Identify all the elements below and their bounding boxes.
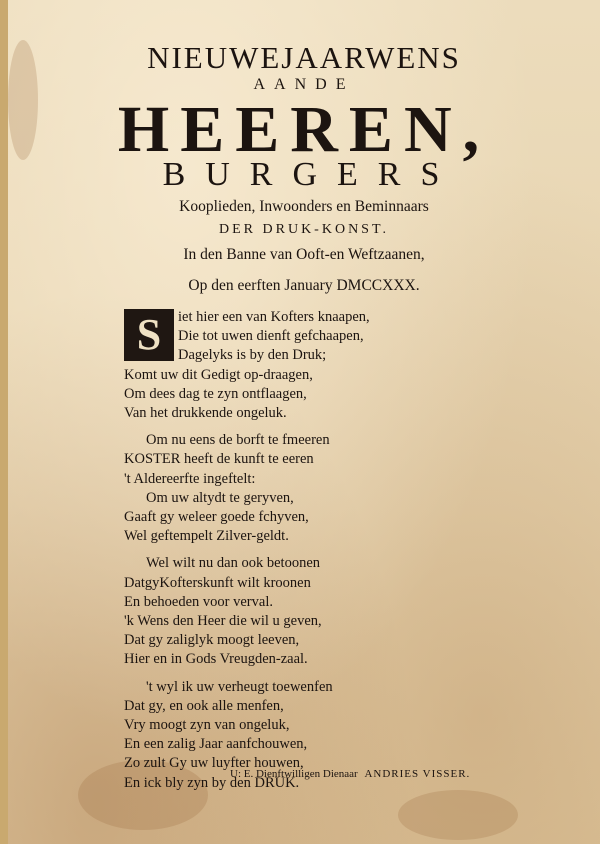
poem-line: 't Aldereerfte ingeftelt: (124, 470, 256, 487)
poem-line: Wel geftempelt Zilver-geldt. (124, 528, 289, 545)
poem-line: Om nu eens de borft te fmeeren (146, 432, 330, 449)
poem-line: 't wyl ik uw verheugt toewenfen (146, 678, 333, 695)
poem-line: Komt uw dit Gedigt op-draagen, (124, 366, 313, 383)
poem-line: iet hier een van Kofters knaapen, (178, 309, 370, 325)
title-line-1: NIEUWEJAARWENS (147, 40, 461, 75)
poem-line: Gaaft gy weleer goede fchyven, (124, 509, 309, 526)
subtitle-line-7: In den Banne van Ooft-en Weftzaanen, (183, 246, 425, 263)
poem-line: KOSTER heeft de kunft te eeren (124, 451, 314, 468)
stanza-2 (124, 431, 504, 546)
poem-line: Van het drukkende ongeluk. (124, 405, 287, 422)
poem-line: Dagelyks is by den Druk; (178, 347, 327, 364)
poem-line: DatgyKofterskunft wilt kroonen (124, 574, 311, 591)
poem-line: Hier en in Gods Vreugden-zaal. (124, 651, 308, 668)
signature-name: ANDRIES VISSER. (364, 768, 471, 780)
poem-line: En een zalig Jaar aanfchouwen, (124, 736, 308, 753)
title-line-2: AANDE (253, 76, 355, 93)
subtitle-line-5: Kooplieden, Inwoonders en Beminnaars (179, 198, 429, 215)
decorated-initial: S (124, 309, 174, 361)
date-line: Op den eerften January DMCCXXX. (188, 277, 420, 294)
title-line-4: BURGERS (162, 156, 460, 193)
poem-line: En behoeden voor verval. (124, 593, 273, 610)
poem-line: Dat gy, en ook alle menfen, (124, 697, 284, 714)
poem-line: Om uw altydt te geryven, (146, 489, 294, 506)
signature (230, 768, 470, 780)
poem-line: Zo zult Gy uw luyfter houwen, (124, 755, 304, 772)
signature-prefix: U: E. Dienftwilligen Dienaar (230, 768, 358, 780)
poem-line: Om dees dag te zyn ontflaagen, (124, 385, 307, 402)
poem-line: 'k Wens den Heer die wil u geven, (124, 613, 322, 630)
poem-line: Wel wilt nu dan ook betoonen (146, 555, 321, 572)
poem-line: Die tot uwen dienft gefchaapen, (178, 328, 364, 345)
stanza-1 (124, 308, 504, 423)
title-line-3: HEEREN, (117, 93, 491, 166)
poem-line: Dat gy zaliglyk moogt leeven, (124, 632, 300, 649)
subtitle-line-6: DER DRUK-KONST. (219, 222, 389, 237)
stanza-3 (124, 554, 504, 669)
poem (124, 308, 504, 801)
poem-line: En ick bly zyn by den DRUK. (124, 774, 300, 791)
poem-line: Vry moogt zyn van ongeluk, (124, 717, 290, 734)
